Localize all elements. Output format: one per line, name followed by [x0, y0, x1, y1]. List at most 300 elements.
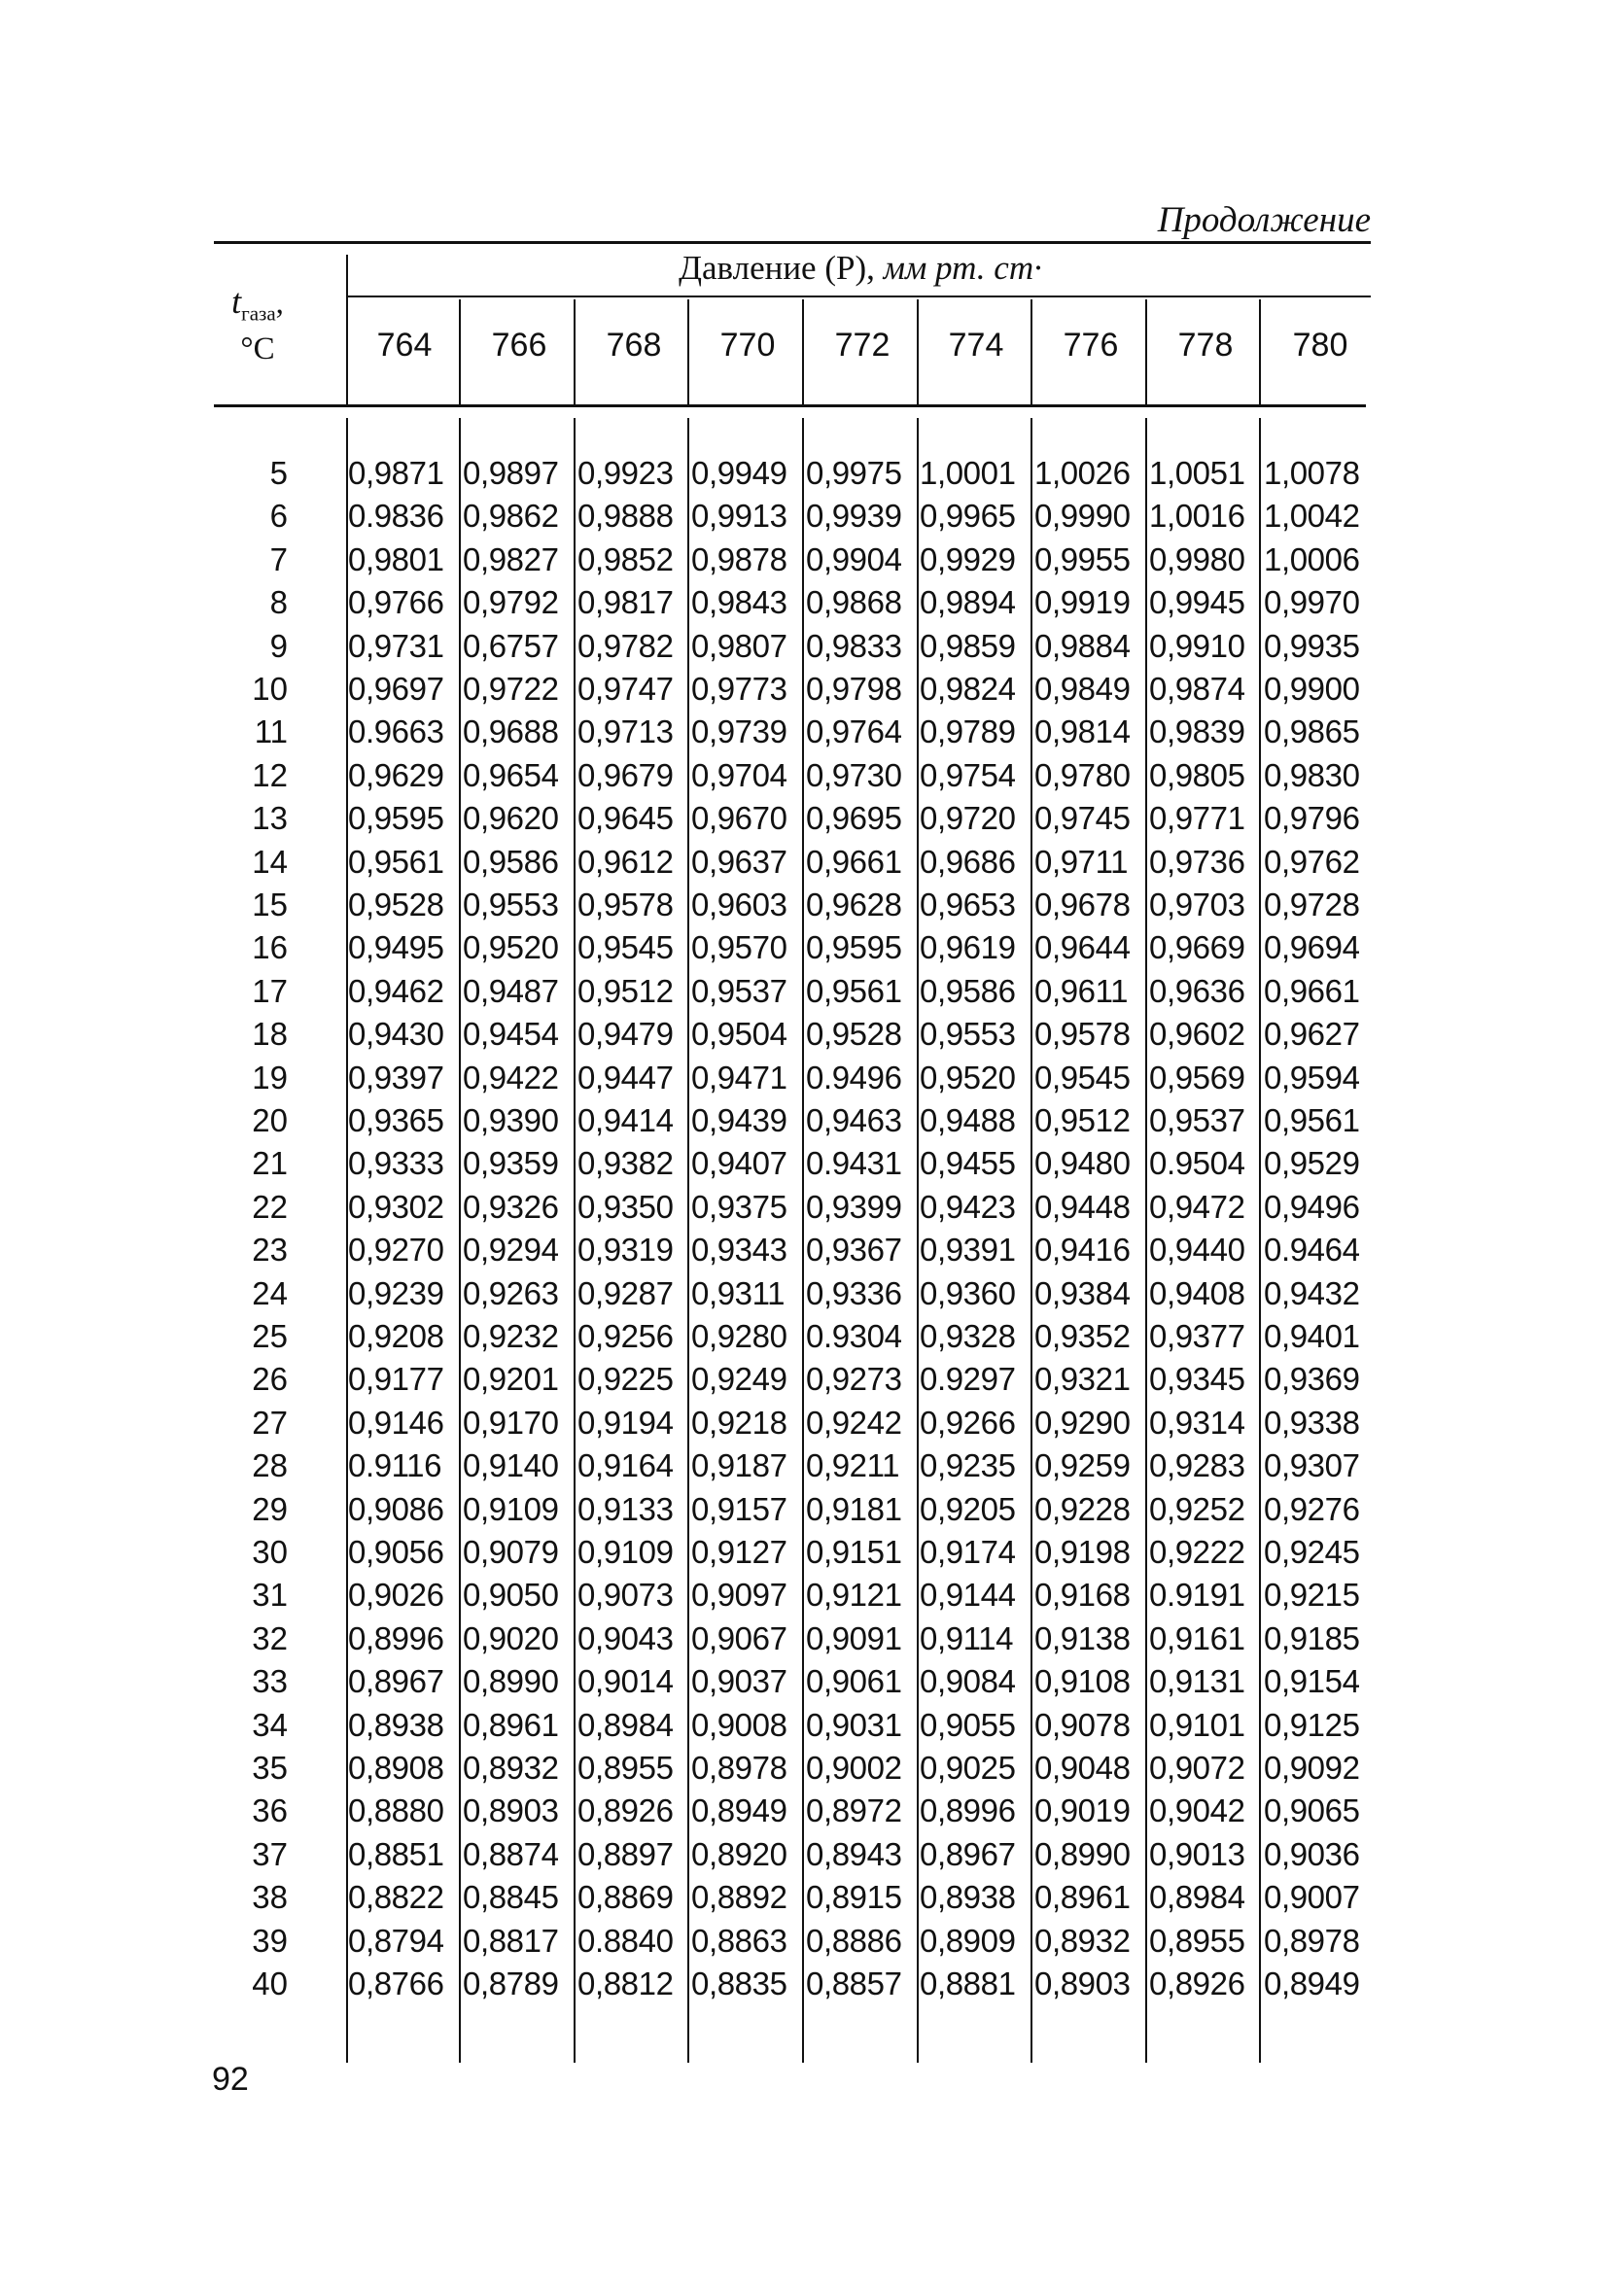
coefficient-cell: 0,9194 — [577, 1405, 674, 1441]
coefficient-cell: 0,9097 — [691, 1577, 787, 1613]
coefficient-cell: 0,9181 — [806, 1491, 902, 1527]
coefficient-cell: 0,9923 — [577, 455, 674, 491]
temperature-cell: 21 — [252, 1145, 288, 1181]
coefficient-cell: 0,9037 — [691, 1663, 787, 1699]
coefficient-cell: 0,9512 — [577, 973, 674, 1009]
coefficient-cell: 0,9133 — [577, 1491, 674, 1527]
column-rule — [459, 418, 461, 2063]
temperature-cell: 27 — [252, 1405, 288, 1441]
coefficient-cell: 0,9382 — [577, 1145, 674, 1181]
coefficient-cell: 0,8932 — [1034, 1923, 1131, 1959]
column-rule — [1145, 418, 1147, 2063]
coefficient-cell: 0,9218 — [691, 1405, 787, 1441]
coefficient-cell: 0,9026 — [348, 1577, 444, 1613]
temperature-cell: 17 — [252, 973, 288, 1009]
temperature-cell: 33 — [252, 1663, 288, 1699]
coefficient-cell: 0,8961 — [1034, 1879, 1131, 1915]
coefficient-cell: 0,9201 — [463, 1361, 559, 1397]
temperature-cell: 37 — [252, 1836, 288, 1872]
temperature-cell: 6 — [269, 498, 288, 534]
coefficient-cell: 1,0001 — [920, 455, 1016, 491]
pressure-title — [350, 249, 1371, 288]
coefficient-cell: 0,9228 — [1034, 1491, 1131, 1527]
coefficient-cell: 0,9620 — [463, 800, 559, 836]
coefficient-cell: 0,9603 — [691, 887, 787, 922]
temperature-cell: 20 — [252, 1102, 288, 1138]
coefficient-cell: 0,9852 — [577, 541, 674, 577]
coefficient-cell: 0,9888 — [577, 498, 674, 534]
coefficient-cell: 0,8794 — [348, 1923, 444, 1959]
temperature-cell: 15 — [252, 887, 288, 922]
pressure-column-header: 774 — [948, 327, 1004, 364]
coefficient-cell: 0,9338 — [1264, 1405, 1360, 1441]
coefficient-cell: 0,9365 — [348, 1102, 444, 1138]
coefficient-cell: 0,9157 — [691, 1491, 787, 1527]
coefficient-cell: 0,9661 — [1264, 973, 1360, 1009]
pressure-column-header: 780 — [1292, 327, 1348, 364]
coefficient-cell: 0,9747 — [577, 671, 674, 707]
coefficient-cell: 0,8822 — [348, 1879, 444, 1915]
coefficient-cell: 0,8920 — [691, 1836, 787, 1872]
coefficient-cell: 0,9151 — [806, 1534, 902, 1570]
coefficient-cell: 0,9789 — [920, 713, 1016, 749]
coefficient-cell: 0,9645 — [577, 800, 674, 836]
coefficient-cell: 0,9042 — [1149, 1792, 1245, 1828]
coefficient-cell: 0,9736 — [1149, 844, 1245, 880]
coefficient-cell: 0,9242 — [806, 1405, 902, 1441]
temperature-cell: 26 — [252, 1361, 288, 1397]
coefficient-cell: 0,9170 — [463, 1405, 559, 1441]
coefficient-cell: 0,8978 — [1264, 1923, 1360, 1959]
coefficient-cell: 0,9728 — [1264, 887, 1360, 922]
coefficient-cell: 0,9731 — [348, 628, 444, 664]
coefficient-cell: 0,9569 — [1149, 1060, 1245, 1096]
coefficient-cell: 0,9471 — [691, 1060, 787, 1096]
coefficient-cell: 0,9072 — [1149, 1750, 1245, 1786]
column-rule — [1031, 418, 1032, 2063]
coefficient-cell: 0,9384 — [1034, 1275, 1131, 1311]
coefficient-cell: 0,9276 — [1264, 1491, 1360, 1527]
temperature-subscript: газа — [241, 301, 276, 326]
coefficient-cell: 0,8961 — [463, 1707, 559, 1743]
coefficient-cell: 0,9762 — [1264, 844, 1360, 880]
pressure-column-header: 768 — [606, 327, 662, 364]
coefficient-cell: 0,9092 — [1264, 1750, 1360, 1786]
coefficient-cell: 0,9688 — [463, 713, 559, 749]
continuation-label: Продолжение — [1157, 200, 1371, 240]
temperature-cell: 22 — [252, 1189, 288, 1225]
coefficient-cell: 0,9050 — [463, 1577, 559, 1613]
coefficient-cell: 0,9739 — [691, 713, 787, 749]
coefficient-cell: 0,8892 — [691, 1879, 787, 1915]
coefficient-cell: 0.9464 — [1264, 1232, 1360, 1268]
coefficient-cell: 0,9679 — [577, 757, 674, 793]
coefficient-cell: 0,8949 — [1264, 1966, 1360, 2001]
coefficient-cell: 0,9391 — [920, 1232, 1016, 1268]
pressure-title-unit: мм рт. ст· — [883, 249, 1042, 287]
coefficient-cell: 0,9408 — [1149, 1275, 1245, 1311]
coefficient-cell: 0,8926 — [1149, 1966, 1245, 2001]
coefficient-cell: 0,9161 — [1149, 1620, 1245, 1656]
coefficient-cell: 0,9529 — [1264, 1145, 1360, 1181]
coefficient-cell: 0,9849 — [1034, 671, 1131, 707]
coefficient-cell: 0,9843 — [691, 584, 787, 620]
temperature-cell: 5 — [269, 455, 288, 491]
coefficient-cell: 0,8926 — [577, 1792, 674, 1828]
coefficient-cell: 0.8840 — [577, 1923, 674, 1959]
column-rule — [917, 418, 919, 2063]
coefficient-cell: 0,9336 — [806, 1275, 902, 1311]
coefficient-cell: 0,9602 — [1149, 1016, 1245, 1052]
pressure-column-header: 764 — [376, 327, 433, 364]
coefficient-cell: 0,9168 — [1034, 1577, 1131, 1613]
temperature-cell: 36 — [252, 1792, 288, 1828]
coefficient-cell: 1,0006 — [1264, 541, 1360, 577]
coefficient-cell: 0.9504 — [1149, 1145, 1245, 1181]
coefficient-cell: 0,9561 — [348, 844, 444, 880]
coefficient-cell: 0,9611 — [1034, 973, 1129, 1009]
coefficient-cell: 0,9913 — [691, 498, 787, 534]
coefficient-cell: 0,9283 — [1149, 1447, 1245, 1483]
coefficient-cell: 0,9627 — [1264, 1016, 1360, 1052]
coefficient-cell: 0,9970 — [1264, 584, 1360, 620]
coefficient-cell: 0,9595 — [806, 929, 902, 965]
coefficient-cell: 0,9713 — [577, 713, 674, 749]
coefficient-cell: 0,9311 — [691, 1275, 786, 1311]
temperature-cell: 8 — [269, 584, 288, 620]
coefficient-cell: 0,9367 — [806, 1232, 902, 1268]
top-rule — [214, 241, 1371, 244]
coefficient-cell: 0.9836 — [348, 498, 444, 534]
temperature-cell: 24 — [252, 1275, 288, 1311]
pressure-column-header: 776 — [1063, 327, 1119, 364]
coefficient-cell: 0,9245 — [1264, 1534, 1360, 1570]
coefficient-cell: 0,9414 — [577, 1102, 674, 1138]
coefficient-cell: 0,9704 — [691, 757, 787, 793]
coefficient-cell: 0,8984 — [1149, 1879, 1245, 1915]
coefficient-cell: 0.9663 — [348, 713, 444, 749]
pressure-subheader-rule — [346, 296, 1371, 297]
coefficient-cell: 0,8996 — [920, 1792, 1016, 1828]
coefficient-cell: 0,8886 — [806, 1923, 902, 1959]
coefficient-cell: 0,9862 — [463, 498, 559, 534]
coefficient-cell: 0,8943 — [806, 1836, 902, 1872]
coefficient-cell: 0,9048 — [1034, 1750, 1131, 1786]
temperature-cell: 39 — [252, 1923, 288, 1959]
coefficient-cell: 0,9205 — [920, 1491, 1016, 1527]
coefficient-cell: 0,9359 — [463, 1145, 559, 1181]
coefficient-cell: 0,9919 — [1034, 584, 1131, 620]
coefficient-cell: 0,9328 — [920, 1318, 1016, 1354]
coefficient-cell: 0,9636 — [1149, 973, 1245, 1009]
coefficient-cell: 0,9343 — [691, 1232, 787, 1268]
coefficient-cell: 0,9612 — [577, 844, 674, 880]
coefficient-cell: 0,8990 — [1034, 1836, 1131, 1872]
coefficient-cell: 0,9078 — [1034, 1707, 1131, 1743]
coefficient-cell: 0,9031 — [806, 1707, 902, 1743]
coefficient-cell: 0,9079 — [463, 1534, 559, 1570]
coefficient-cell: 0,9871 — [348, 455, 444, 491]
coefficient-cell: 0,9722 — [463, 671, 559, 707]
pressure-column-header: 770 — [719, 327, 776, 364]
coefficient-cell: 0,9007 — [1264, 1879, 1360, 1915]
coefficient-cell: 0,9955 — [1034, 541, 1131, 577]
coefficient-cell: 0,9333 — [348, 1145, 444, 1181]
coefficient-cell: 0,9109 — [577, 1534, 674, 1570]
coefficient-cell: 0,9939 — [806, 498, 902, 534]
coefficient-cell: 0,9479 — [577, 1016, 674, 1052]
coefficient-cell: 0,9839 — [1149, 713, 1245, 749]
coefficient-cell: 0,9537 — [691, 973, 787, 1009]
coefficient-cell: 0,9570 — [691, 929, 787, 965]
coefficient-cell: 0,9239 — [348, 1275, 444, 1311]
coefficient-cell: 0,9897 — [463, 455, 559, 491]
coefficient-cell: 0,9422 — [463, 1060, 559, 1096]
coefficient-cell: 0,9008 — [691, 1707, 787, 1743]
coefficient-cell: 0,9764 — [806, 713, 902, 749]
coefficient-cell: 0,9792 — [463, 584, 559, 620]
coefficient-cell: 0,9454 — [463, 1016, 559, 1052]
pressure-title-prefix: Давление (Р), — [679, 249, 875, 287]
coefficient-cell: 0,9326 — [463, 1189, 559, 1225]
coefficient-cell: 0,9595 — [348, 800, 444, 836]
coefficient-cell: 0,9198 — [1034, 1534, 1131, 1570]
coefficient-cell: 0,8903 — [1034, 1966, 1131, 2001]
coefficient-cell: 0,9114 — [920, 1620, 1014, 1656]
coefficient-cell: 0,9321 — [1034, 1361, 1131, 1397]
coefficient-cell: 0,9578 — [577, 887, 674, 922]
header-bottom-rule — [214, 404, 1366, 407]
coefficient-cell: 0,8909 — [920, 1923, 1016, 1959]
column-rule — [574, 418, 576, 2063]
coefficient-cell: 0,8845 — [463, 1879, 559, 1915]
coefficient-cell: 0,9222 — [1149, 1534, 1245, 1570]
coefficient-cell: 0,9056 — [348, 1534, 444, 1570]
coefficient-cell: 0,8996 — [348, 1620, 444, 1656]
coefficient-cell: 0,9833 — [806, 628, 902, 664]
coefficient-cell: 0,9711 — [1034, 844, 1129, 880]
coefficient-cell: 0,9174 — [920, 1534, 1016, 1570]
coefficient-cell: 1,0051 — [1149, 455, 1245, 491]
coefficient-cell: 0,8869 — [577, 1879, 674, 1915]
coefficient-cell: 0,9144 — [920, 1577, 1016, 1613]
coefficient-cell: 0,9637 — [691, 844, 787, 880]
coefficient-cell: 0,9929 — [920, 541, 1016, 577]
coefficient-cell: 0,8812 — [577, 1966, 674, 2001]
coefficient-cell: 0,9360 — [920, 1275, 1016, 1311]
coefficient-cell: 0,9754 — [920, 757, 1016, 793]
coefficient-cell: 0,9654 — [463, 757, 559, 793]
coefficient-cell: 0,9512 — [1034, 1102, 1131, 1138]
coefficient-cell: 0,9910 — [1149, 628, 1245, 664]
coefficient-cell: 0,9578 — [1034, 1016, 1131, 1052]
coefficient-cell: 0,9520 — [463, 929, 559, 965]
column-rule — [1259, 418, 1261, 2063]
coefficient-cell: 0,8938 — [348, 1707, 444, 1743]
temperature-cell: 9 — [269, 628, 288, 664]
coefficient-cell: 0,9561 — [806, 973, 902, 1009]
coefficient-cell: 0,9440 — [1149, 1232, 1245, 1268]
coefficient-cell: 0,9817 — [577, 584, 674, 620]
coefficient-cell: 0,8967 — [348, 1663, 444, 1699]
coefficient-cell: 0,9290 — [1034, 1405, 1131, 1441]
coefficient-cell: 0,9528 — [348, 887, 444, 922]
coefficient-cell: 0,9586 — [463, 844, 559, 880]
coefficient-cell: 0,9487 — [463, 973, 559, 1009]
coefficient-cell: 0,9101 — [1149, 1707, 1245, 1743]
temperature-cell: 18 — [252, 1016, 288, 1052]
coefficient-cell: 0,9807 — [691, 628, 787, 664]
coefficient-cell: 0,9814 — [1034, 713, 1131, 749]
coefficient-cell: 0,9894 — [920, 584, 1016, 620]
coefficient-cell: 0,9545 — [577, 929, 674, 965]
coefficient-cell: 0,9432 — [1264, 1275, 1360, 1311]
coefficient-cell: 0,9185 — [1264, 1620, 1360, 1656]
coefficient-cell: 0,9084 — [920, 1663, 1016, 1699]
coefficient-cell: 0,8817 — [463, 1923, 559, 1959]
coefficient-cell: 0,9208 — [348, 1318, 444, 1354]
coefficient-cell: 0,9319 — [577, 1232, 674, 1268]
coefficient-cell: 0,9314 — [1149, 1405, 1245, 1441]
coefficient-cell: 0,9061 — [806, 1663, 902, 1699]
coefficient-cell: 1,0042 — [1264, 498, 1360, 534]
coefficient-cell: 0,9154 — [1264, 1663, 1360, 1699]
coefficient-cell: 0,9350 — [577, 1189, 674, 1225]
coefficient-cell: 0,9678 — [1034, 887, 1131, 922]
coefficient-cell: 0,9884 — [1034, 628, 1131, 664]
temperature-cell: 25 — [252, 1318, 288, 1354]
coefficient-cell: 0,9553 — [463, 887, 559, 922]
coefficient-cell: 0,9537 — [1149, 1102, 1245, 1138]
temperature-cell: 31 — [252, 1577, 288, 1613]
coefficient-cell: 0,9720 — [920, 800, 1016, 836]
coefficient-cell: 0,8857 — [806, 1966, 902, 2001]
coefficient-cell: 0,9252 — [1149, 1491, 1245, 1527]
coefficient-cell: 0,9270 — [348, 1232, 444, 1268]
coefficient-cell: 0,9259 — [1034, 1447, 1131, 1483]
coefficient-cell: 0,9439 — [691, 1102, 787, 1138]
temperature-cell: 34 — [252, 1707, 288, 1743]
temperature-cell: 11 — [254, 713, 288, 749]
coefficient-cell: 0,9697 — [348, 671, 444, 707]
coefficient-cell: 0,9263 — [463, 1275, 559, 1311]
coefficient-cell: 0,9091 — [806, 1620, 902, 1656]
coefficient-cell: 0,8903 — [463, 1792, 559, 1828]
coefficient-cell: 0,9472 — [1149, 1189, 1245, 1225]
coefficient-cell: 0,9949 — [691, 455, 787, 491]
coefficient-cell: 0,9280 — [691, 1318, 787, 1354]
coefficient-cell: 0,9399 — [806, 1189, 902, 1225]
coefficient-cell: 0,9703 — [1149, 887, 1245, 922]
temperature-cell: 14 — [252, 844, 288, 880]
coefficient-cell: 0,9164 — [577, 1447, 674, 1483]
coefficient-cell: 0,9266 — [920, 1405, 1016, 1441]
coefficient-cell: 0,9397 — [348, 1060, 444, 1096]
coefficient-cell: 0,9990 — [1034, 498, 1131, 534]
coefficient-cell: 0,9423 — [920, 1189, 1016, 1225]
temperature-symbol: t — [231, 282, 242, 321]
temperature-cell: 19 — [252, 1060, 288, 1096]
coefficient-cell: 0,8932 — [463, 1750, 559, 1786]
temperature-cell: 23 — [252, 1232, 288, 1268]
coefficient-cell: 0,9025 — [920, 1750, 1016, 1786]
coefficient-cell: 0,9629 — [348, 757, 444, 793]
coefficient-cell: 0,9694 — [1264, 929, 1360, 965]
column-rule — [687, 418, 689, 2063]
coefficient-cell: 0,8978 — [691, 1750, 787, 1786]
coefficient-cell: 0,9447 — [577, 1060, 674, 1096]
coefficient-cell: 0,9801 — [348, 541, 444, 577]
coefficient-cell: 0,9796 — [1264, 800, 1360, 836]
coefficient-cell: 0,9975 — [806, 455, 902, 491]
coefficient-cell: 0,9287 — [577, 1275, 674, 1311]
coefficient-cell: 0,8874 — [463, 1836, 559, 1872]
coefficient-cell: 0,9225 — [577, 1361, 674, 1397]
coefficient-cell: 0,8863 — [691, 1923, 787, 1959]
coefficient-cell: 1,0016 — [1149, 498, 1245, 534]
coefficient-cell: 0.9297 — [920, 1361, 1016, 1397]
coefficient-cell: 0,9463 — [806, 1102, 902, 1138]
coefficient-cell: 0,9865 — [1264, 713, 1360, 749]
temperature-cell: 16 — [252, 929, 288, 965]
coefficient-cell: 0,9390 — [463, 1102, 559, 1138]
coefficient-cell: 0,9824 — [920, 671, 1016, 707]
coefficient-cell: 0,8967 — [920, 1836, 1016, 1872]
temperature-cell: 7 — [269, 541, 288, 577]
coefficient-cell: 0,9520 — [920, 1060, 1016, 1096]
coefficient-cell: 0,9369 — [1264, 1361, 1360, 1397]
coefficient-cell: 0,9377 — [1149, 1318, 1245, 1354]
coefficient-cell: 0,9043 — [577, 1620, 674, 1656]
coefficient-cell: 0,9488 — [920, 1102, 1016, 1138]
coefficient-cell: 0.9116 — [348, 1447, 442, 1483]
coefficient-cell: 0,9177 — [348, 1361, 444, 1397]
coefficient-cell: 0,9594 — [1264, 1060, 1360, 1096]
coefficient-cell: 0,9256 — [577, 1318, 674, 1354]
coefficient-cell: 0,9302 — [348, 1189, 444, 1225]
coefficient-cell: 0,8949 — [691, 1792, 787, 1828]
coefficient-cell: 0,9504 — [691, 1016, 787, 1052]
coefficient-cell: 0,9345 — [1149, 1361, 1245, 1397]
coefficient-cell: 0,9670 — [691, 800, 787, 836]
coefficient-cell: 0,9211 — [806, 1447, 900, 1483]
coefficient-cell: 0.9191 — [1149, 1577, 1245, 1613]
coefficient-cell: 0,9766 — [348, 584, 444, 620]
column-rule — [802, 418, 804, 2063]
coefficient-cell: 0,9125 — [1264, 1707, 1360, 1743]
coefficient-cell: 0,9002 — [806, 1750, 902, 1786]
coefficient-cell: 0,9430 — [348, 1016, 444, 1052]
coefficient-cell: 0,9121 — [806, 1577, 902, 1613]
coefficient-cell: 0,9669 — [1149, 929, 1245, 965]
coefficient-cell: 0,9249 — [691, 1361, 787, 1397]
coefficient-cell: 0,9653 — [920, 887, 1016, 922]
coefficient-cell: 0,9013 — [1149, 1836, 1245, 1872]
temperature-cell: 30 — [252, 1534, 288, 1570]
coefficient-cell: 0,8789 — [463, 1966, 559, 2001]
coefficient-cell: 0,9644 — [1034, 929, 1131, 965]
coefficient-cell: 0,9495 — [348, 929, 444, 965]
coefficient-cell: 0,9904 — [806, 541, 902, 577]
temperature-cell: 40 — [252, 1966, 288, 2001]
coefficient-cell: 0,9827 — [463, 541, 559, 577]
coefficient-cell: 0.9304 — [806, 1318, 902, 1354]
coefficient-cell: 0,9859 — [920, 628, 1016, 664]
coefficient-cell: 0,9798 — [806, 671, 902, 707]
coefficient-cell: 0,9055 — [920, 1707, 1016, 1743]
coefficient-cell: 0,9586 — [920, 973, 1016, 1009]
temperature-cell: 32 — [252, 1620, 288, 1656]
